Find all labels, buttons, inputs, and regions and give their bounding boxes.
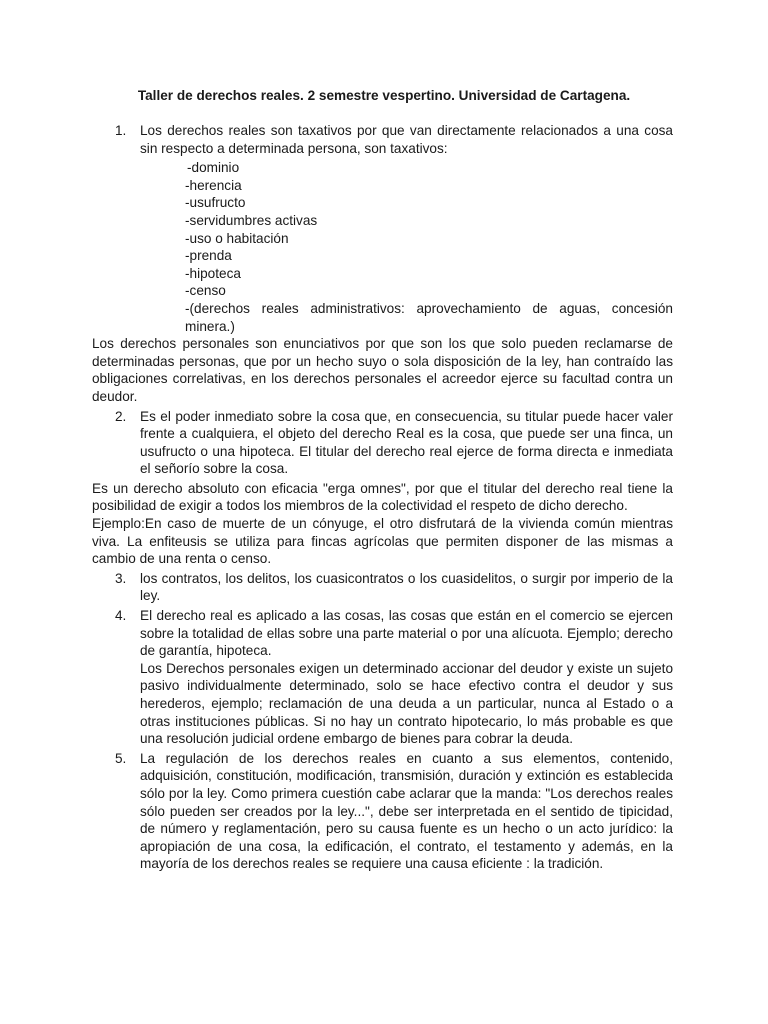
paragraph-example: Ejemplo:En caso de muerte de un cónyuge, el otro disfrutará de la vivienda común mientras viva. La enfiteusis se utiliza para fincas agrícolas que permiten disponer de las mismas a cambio de una renta o censo. <box>92 516 673 567</box>
list-entry: -censo <box>185 283 226 299</box>
list-entry: -dominio <box>187 160 240 176</box>
list-item-4 <box>92 607 673 748</box>
item-number-3: 3. <box>115 570 127 586</box>
list-entry: -herencia <box>185 177 242 193</box>
list-item-5 <box>92 750 673 873</box>
real-rights-list <box>92 159 673 335</box>
list-entry: -prenda <box>185 248 232 264</box>
list-item-2 <box>92 408 673 478</box>
item-number-5: 5. <box>115 750 127 766</box>
document-body <box>92 122 673 875</box>
list-entry: -(derechos reales administrativos: aprovechamiento de aguas, concesión minera.) <box>185 300 673 334</box>
list-entry: -usufructo <box>185 195 246 211</box>
item-4-text: El derecho real es aplicado a las cosas, las cosas que están en el comercio se ejercen sobre la totalidad de ellas sobre una parte material o por una alícuota. Ejemplo; derecho de garantía, hipoteca. <box>140 608 673 659</box>
list-entry: -hipoteca <box>185 265 241 281</box>
item-5-text: La regulación de los derechos reales en cuanto a sus elementos, contenido, adquisición, constitución, modificación, transmisión, duración y extinción es establecida sólo por la ley. Como primera cuestión cabe aclarar que la manda: "Los derechos reales sólo pueden ser creados por la ley...", debe ser interpretada en el sentido de tipicidad, de número y reglamentación, pero su causa fuente es un hecho o un acto jurídico: la apropiación de una cosa, la edificación, el contrato, el testamento y además, en la mayoría de los derechos reales se requiere una causa eficiente : la tradición. <box>140 750 673 872</box>
item-1-text: Los derechos reales son taxativos por que van directamente relacionados a una cosa sin respecto a determinada persona, son taxativos: <box>140 123 673 156</box>
list-item-3 <box>92 570 673 605</box>
item-number-1: 1. <box>115 123 127 138</box>
paragraph-erga-omnes: Es un derecho absoluto con eficacia "erga omnes", por que el titular del derecho real tiene la posibilidad de exigir a todos los miembros de la colectividad el respeto de dicho derecho. <box>92 480 673 514</box>
item-4-text-continued: Los Derechos personales exigen un determinado accionar del deudor y existe un sujeto pasivo individualmente determinado, solo se hace efectivo contra el deudor y sus herederos, ejemplo; reclamación de una deuda a un particular, nunca al Estado o a otras instituciones públicas. Si no hay un contrato hipotecario, lo más probable es que una resolución judicial ordene embargo de bienes para cobrar la deuda. <box>140 660 673 747</box>
paragraph-personal-rights: Los derechos personales son enunciativos por que son los que solo pueden reclamarse de determinadas personas, que por un hecho suyo o sola disposición de la ley, han contraído las obligaciones correlativas, en los derechos personales el acreedor ejerce su facultad contra un deudor. <box>92 336 673 404</box>
list-item-1 <box>92 122 673 157</box>
item-number-2: 2. <box>115 408 127 424</box>
item-number-4: 4. <box>115 608 127 624</box>
list-entry: -servidumbres activas <box>185 212 318 228</box>
item-3-text: los contratos, los delitos, los cuasicontratos o los cuasidelitos, o surgir por imperio de la ley. <box>140 570 673 604</box>
document-title: Taller de derechos reales. 2 semestre vespertino. Universidad de Cartagena. <box>137 88 631 103</box>
item-2-text: Es el poder inmediato sobre la cosa que, en consecuencia, su titular puede hacer valer frente a cualquiera, el objeto del derecho Real es la cosa, que puede ser una finca, un usufructo o una hipoteca. El titular del derecho real ejerce de forma directa e inmediata el señorío sobre la cosa. <box>140 408 673 477</box>
list-entry: -uso o habitación <box>185 230 289 246</box>
